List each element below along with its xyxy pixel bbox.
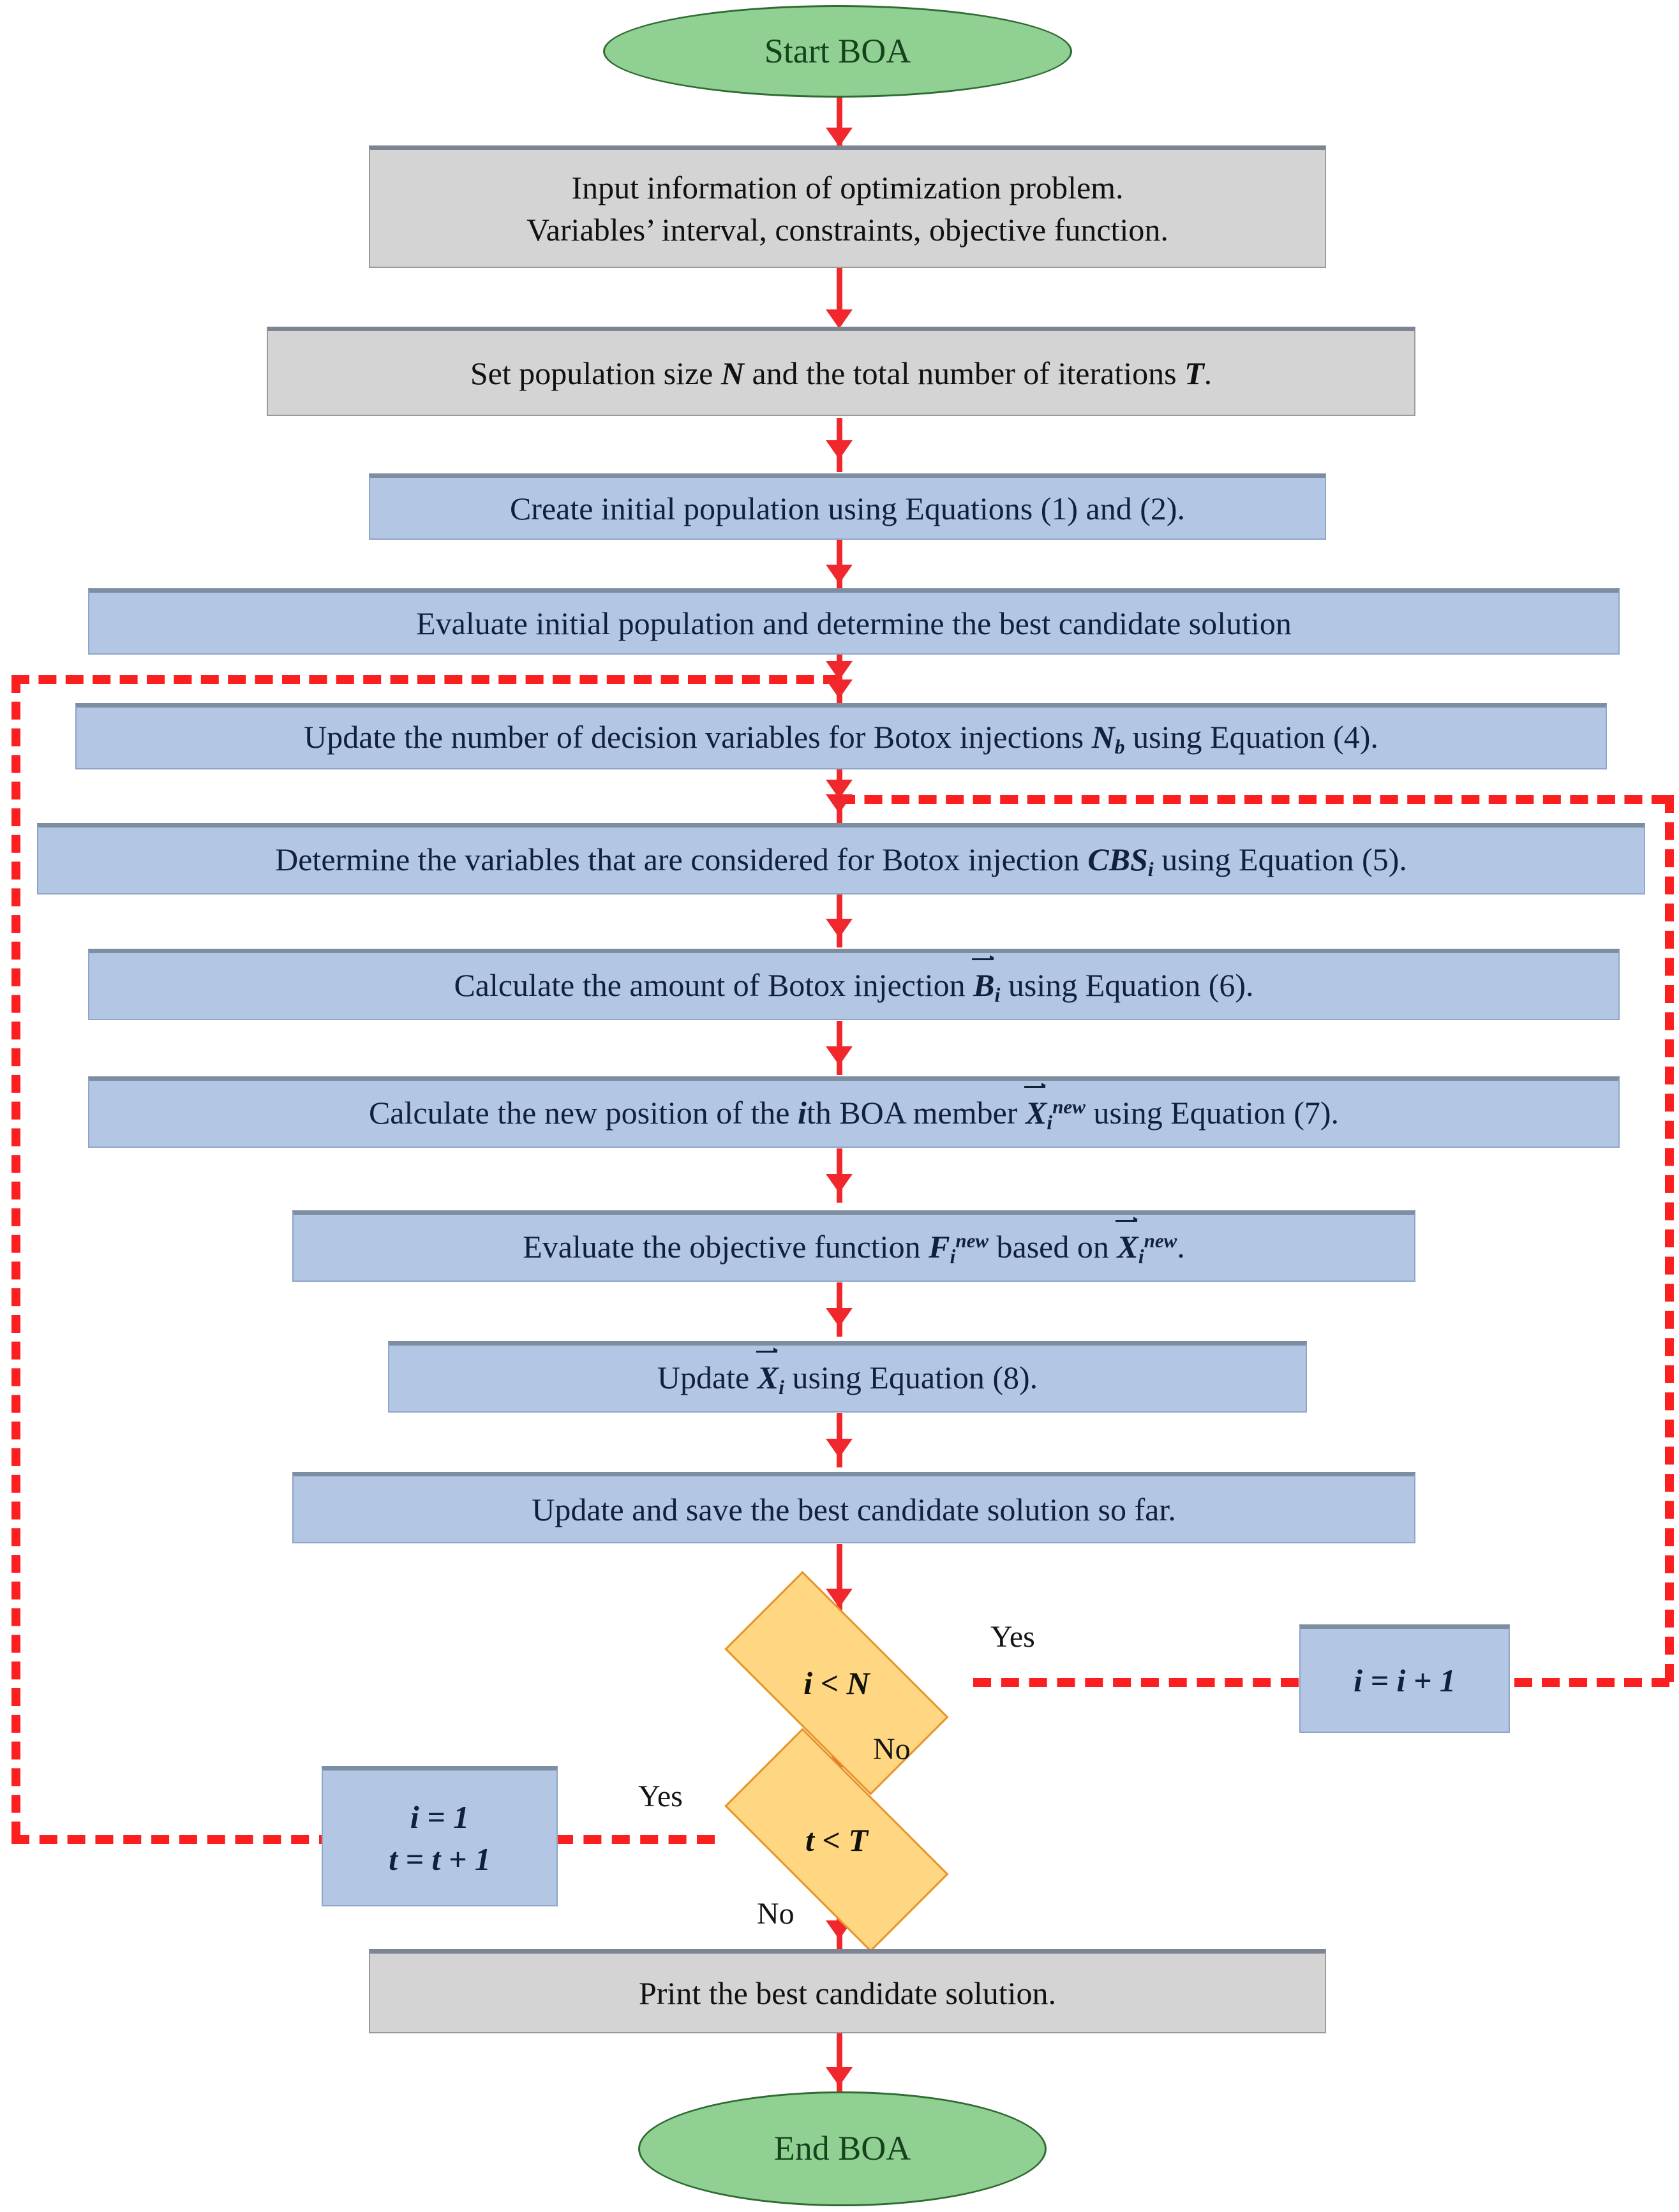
node-calc-new-position-var: X (1025, 1094, 1047, 1131)
node-evaluate-population[interactable] (88, 588, 1620, 655)
node-input-info[interactable] (369, 145, 1326, 268)
node-calc-new-position[interactable] (88, 1076, 1620, 1148)
node-end-label: End BOA (773, 2129, 911, 2168)
node-calc-botox-subscript: i (994, 983, 1001, 1006)
node-decision-i[interactable] (693, 1608, 980, 1758)
node-start-label: Start BOA (764, 31, 911, 70)
node-evaluate-objective-var1: F (929, 1228, 950, 1265)
feedback-iloop-segment-vertical (1665, 795, 1674, 1682)
node-update-nb-var: N (1091, 718, 1115, 755)
node-calc-new-position-superscript: new (1052, 1095, 1086, 1118)
node-evaluate-population-label: Evaluate initial population and determine the best candidate solution (416, 605, 1292, 641)
feedback-yes-i-to-increment (973, 1678, 1299, 1687)
arrow-start-to-input (826, 128, 853, 147)
feedback-tloop-segment-vertical (11, 675, 20, 1839)
node-evaluate-objective-mid: based on (989, 1228, 1117, 1265)
node-update-best-label: Update and save the best candidate solution so far. (532, 1491, 1176, 1527)
arrow-input-to-setpop (826, 309, 853, 329)
arrow-newpos-to-evalobj (826, 1174, 853, 1193)
arrow-updatexi-to-updatebest (826, 1439, 853, 1458)
node-reset-i-line2: t = t + 1 (389, 1841, 491, 1877)
node-start[interactable] (603, 5, 1072, 98)
vector-arrow-x-update (756, 1351, 777, 1353)
edge-label-no-t: No (757, 1897, 795, 1931)
arrow-feedback-iloop-into-cbs (826, 780, 853, 799)
node-update-xi-subscript: i (779, 1375, 784, 1399)
node-calc-botox[interactable] (88, 949, 1620, 1020)
edge-label-yes-i: Yes (990, 1620, 1035, 1654)
node-calc-new-position-post: using Equation (7). (1085, 1094, 1339, 1131)
node-determine-cbs-post: using Equation (5). (1153, 841, 1407, 877)
node-evaluate-objective-var2-superscript: new (1144, 1229, 1177, 1252)
node-print-best-label: Print the best candidate solution. (638, 1975, 1057, 2011)
node-evaluate-objective-var1-subscript: i (950, 1244, 956, 1268)
node-evaluate-objective-var2-subscript: i (1138, 1244, 1144, 1268)
vector-arrow-x-newpos (1024, 1086, 1045, 1088)
feedback-tloop-segment-top (11, 675, 841, 684)
node-update-nb[interactable] (75, 703, 1607, 769)
edge-label-yes-t: Yes (638, 1779, 683, 1813)
node-determine-cbs-subscript: i (1147, 857, 1154, 880)
node-evaluate-objective-post: . (1177, 1228, 1185, 1265)
node-set-population-pre: Set population size (470, 355, 721, 391)
node-calc-new-position-italic-i: i (798, 1094, 807, 1131)
node-set-population-post: . (1204, 355, 1213, 391)
arrow-evaluate-to-updatenb (826, 679, 853, 699)
node-set-population[interactable] (267, 327, 1415, 416)
node-decision-t-label: t < T (805, 1822, 868, 1858)
node-create-population-label: Create initial population using Equations (1) and (2). (509, 490, 1186, 526)
node-reset-i[interactable] (322, 1766, 558, 1906)
node-end[interactable] (638, 2091, 1047, 2206)
node-decision-t[interactable] (693, 1765, 980, 1915)
node-update-xi-pre: Update (657, 1359, 757, 1395)
node-determine-cbs-pre: Determine the variables that are considered for Botox injection (275, 841, 1088, 877)
arrow-evalobj-to-updatexi (826, 1308, 853, 1327)
node-increment-i-label: i = i + 1 (1354, 1662, 1456, 1698)
feedback-tloop-segment-left (11, 1835, 337, 1844)
node-evaluate-objective[interactable] (292, 1210, 1415, 1282)
node-update-best[interactable] (292, 1472, 1415, 1543)
edge-label-no-i: No (873, 1732, 911, 1766)
node-create-population[interactable] (369, 473, 1326, 540)
arrow-print-to-end (826, 2067, 853, 2086)
node-calc-botox-pre: Calculate the amount of Botox injection (454, 967, 974, 1003)
node-calc-botox-post: using Equation (6). (1000, 967, 1254, 1003)
vector-arrow-x-objective (1116, 1220, 1137, 1222)
node-update-nb-subscript: b (1114, 734, 1125, 758)
node-calc-new-position-mid: th BOA member (806, 1094, 1026, 1131)
node-update-xi-post: using Equation (8). (784, 1359, 1038, 1395)
node-decision-i-label: i < N (803, 1665, 870, 1701)
node-update-nb-post: using Equation (4). (1124, 718, 1378, 755)
node-calc-botox-var: B (973, 967, 995, 1003)
arrow-create-to-evaluate (826, 565, 853, 584)
node-evaluate-objective-pre: Evaluate the objective function (523, 1228, 929, 1265)
arrow-calcbotox-to-newpos (826, 1046, 853, 1065)
arrow-cbs-to-calcbotox (826, 919, 853, 938)
node-update-nb-pre: Update the number of decision variables for Botox injections (304, 718, 1092, 755)
arrow-feedback-tloop-into-updatenb (826, 661, 853, 680)
node-set-population-var-n: N (720, 355, 744, 391)
node-print-best[interactable] (369, 1949, 1326, 2033)
node-update-xi[interactable] (388, 1341, 1307, 1413)
node-determine-cbs[interactable] (37, 823, 1645, 894)
feedback-iloop-segment-top (837, 795, 1669, 804)
feedback-yes-t-to-reset (555, 1835, 715, 1844)
node-reset-i-line1: i = 1 (410, 1799, 470, 1835)
node-evaluate-objective-var2: X (1117, 1228, 1138, 1265)
node-determine-cbs-var: CBS (1087, 841, 1148, 877)
node-input-info-line2: Variables’ interval, constraints, objective function. (526, 211, 1168, 248)
node-calc-new-position-subscript: i (1047, 1110, 1053, 1134)
node-increment-i[interactable] (1299, 1624, 1510, 1733)
vector-arrow-b (972, 958, 993, 960)
node-evaluate-objective-var1-superscript: new (955, 1229, 989, 1252)
feedback-iloop-segment-right (1487, 1678, 1669, 1687)
node-set-population-mid: and the total number of iterations (743, 355, 1185, 391)
arrow-setpop-to-create (826, 440, 853, 459)
node-set-population-var-t: T (1184, 355, 1204, 391)
node-input-info-line1: Input information of optimization problem. (571, 169, 1124, 205)
node-calc-new-position-pre: Calculate the new position of the (368, 1094, 798, 1131)
node-update-xi-var: X (757, 1359, 779, 1395)
